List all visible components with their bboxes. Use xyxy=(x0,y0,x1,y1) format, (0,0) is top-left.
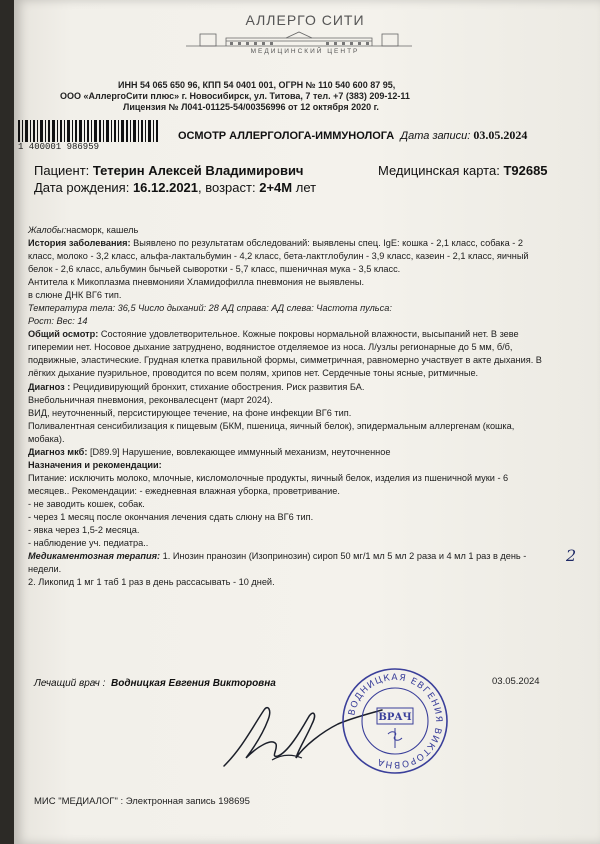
doctor-stamp xyxy=(340,666,450,776)
age-unit: лет xyxy=(295,180,317,195)
birth-row xyxy=(34,180,316,195)
sign-date: 03.05.2024 xyxy=(492,676,540,687)
patient-label: Пациент: xyxy=(34,163,90,178)
document-title: ОСМОТР АЛЛЕРГОЛОГА-ИММУНОЛОГА xyxy=(178,130,395,142)
history-line-2: класс, молоко - 3,2 класс, альфа-лактальбумин - 4,2 класс, бета-лактглобулин - 3,9 класс, казеин - 2,1 класс, яичный xyxy=(28,251,529,261)
mkb-label: Диагноз мкб: xyxy=(28,447,88,457)
exam-label: Общий осмотр: xyxy=(28,329,99,339)
medical-card-number: Т92685 xyxy=(503,163,548,178)
exam-line-1: Общий осмотр: Состояние удовлетворительное. Кожные покровы нормальной влажности, высыпаний нет. В зеве xyxy=(28,329,519,339)
record-date: 03.05.2024 xyxy=(473,128,528,142)
recommendations-line-4: - через 1 месяц после окончания лечения сдать слюну на ВГ6 тип. xyxy=(28,512,314,522)
age-value: 2+4М xyxy=(259,180,293,195)
recommendations-line-6: - наблюдение уч. педиатра.. xyxy=(28,538,149,548)
clinic-logo-name: АЛЛЕРГО СИТИ xyxy=(245,12,365,28)
therapy-line-2: недели. xyxy=(28,564,62,574)
footer-record: МИС "МЕДИАЛОГ" : Электронная запись 198695 xyxy=(34,796,250,807)
clinic-logo-building-icon xyxy=(186,30,412,60)
patient-name: Тетерин Алексей Владимирович xyxy=(92,163,304,178)
recommendations-line-5: - явка через 1,5-2 месяца. xyxy=(28,525,140,535)
therapy-label: Медикаментозная терапия: xyxy=(28,551,161,561)
therapy-line-3: 2. Ликопид 1 мг 1 таб 1 раз в день рассасывать - 10 дней. xyxy=(28,577,275,587)
mkb-text: [D89.9] Нарушение, вовлекающее иммунный механизм, неуточненное xyxy=(89,447,391,457)
recommendations-label: Назначения и рекомендации: xyxy=(28,460,162,470)
diagnosis-line-4: Поливалентная сенсибилизация к пищевым (БКМ, пшеница, яичный белок), эпидермальным аллергенам (кошка, xyxy=(28,421,515,431)
exam-line-4: лёгких дыхание пуэрильное, проводится по всем полям, хрипов нет. Сердечные тоны ясные, ритмичные. xyxy=(28,368,479,378)
exam-line-2: гиперемии нет. Носовое дыхание затруднено, водянистое отделяемое из носа. Л/узлы регионарные до 5 мм, б/б, xyxy=(28,342,513,352)
document-title-row xyxy=(178,128,527,143)
recommendations-line-1: Питание: исключить молоко, млочные, кисломолочные продукты, яичный белок, изделия из пшеничной муки - 6 xyxy=(28,473,509,483)
birth-date: 16.12.2021 xyxy=(132,180,199,195)
handwritten-note: 2 xyxy=(566,546,577,565)
requisites-line-2: ООО «АллергоСити плюс» г. Новосибирск, ул. Титова, 7 тел. +7 (383) 209-12-11 xyxy=(60,91,410,101)
diagnosis-line-2: Внебольничная пневмония, реконвалесцент (март 2024). xyxy=(28,395,273,405)
requisites-line-1: ИНН 54 065 650 96, КПП 54 0401 001, ОГРН № 110 540 600 87 95, xyxy=(118,80,396,90)
vitals-line-1: Температура тела: 36,5 Число дыханий: 28 АД справа: АД слева: Частота пульса: xyxy=(28,303,392,313)
exam-line-3: подвижные, эластические. Грудная клетка правильной формы, симметричная, равномерно участвует в акте дыхания. В xyxy=(28,355,542,365)
complaints-label: Жалобы: xyxy=(28,225,67,235)
history-line-3: белок - 2,6 класс, альбумин бычьей сыворотки - 5,7 класс, пшеничная мука - 3,5 класс. xyxy=(28,264,401,274)
diagnosis-line-3: ВИД, неуточненный, персистирующее течение, на фоне инфекции ВГ6 тип. xyxy=(28,408,352,418)
diagnosis-line-1: Диагноз : Рецидивирующий бронхит, стихание обострения. Риск развития БА. xyxy=(28,382,365,392)
medical-card-row xyxy=(378,163,548,178)
record-date-label: Дата записи: xyxy=(400,130,471,142)
history-label: История заболевания: xyxy=(28,238,131,248)
patient-row xyxy=(34,163,303,178)
complaints-text: насморк, кашель xyxy=(66,225,139,235)
barcode-number: 1 400001 986959 xyxy=(18,142,100,152)
recommendations-line-2: месяцев.. Рекомендации: - ежедневная влажная уборка, проветривание. xyxy=(28,486,340,496)
mkb-row xyxy=(28,446,390,459)
doctor-label: Лечащий врач : xyxy=(34,678,106,689)
birth-label: Дата рождения: xyxy=(34,180,130,195)
diagnosis-line-5: мобака). xyxy=(28,434,65,444)
history-line-5: в слюне ДНК ВГ6 тип. xyxy=(28,290,122,300)
svg-text:ВОДНИЦКАЯ ЕВГЕНИЯ ВИКТОРОВНА: ВОДНИЦКАЯ ЕВГЕНИЯ ВИКТОРОВНА xyxy=(347,672,444,770)
history-line-1: История заболевания: Выявлено по результатам обследований: выявлены спец. IgE: кошка - 2,1 класс, собака - 2 xyxy=(28,238,523,248)
vitals-line-2: Рост: Вес: 14 xyxy=(28,316,88,326)
doctor-name: Водницкая Евгения Викторовна xyxy=(110,678,276,689)
requisites-line-3: Лицензия № Л041-01125-54/00356996 от 12 октября 2020 г. xyxy=(123,102,379,112)
svg-text:ВРАЧ: ВРАЧ xyxy=(378,712,412,723)
barcode-icon xyxy=(18,120,158,142)
complaints-row xyxy=(28,224,138,237)
therapy-line-1: Медикаментозная терапия: 1. Инозин пранозин (Изопринозин) сироп 50 мг/1 мл 5 мл 2 раза и 4 мл 1 раз в день - xyxy=(28,551,527,561)
history-line-4: Антитела к Микоплазма пневмонияи Хламидофилла пневмония не выявлены. xyxy=(28,277,365,287)
age-label: , возраст: xyxy=(198,180,256,195)
recommendations-line-3: - не заводить кошек, собак. xyxy=(28,499,145,509)
clinic-logo-subtitle: МЕДИЦИНСКИЙ ЦЕНТР xyxy=(250,48,360,55)
diagnosis-label: Диагноз : xyxy=(28,382,71,392)
medical-card-label: Медицинская карта: xyxy=(378,163,500,178)
